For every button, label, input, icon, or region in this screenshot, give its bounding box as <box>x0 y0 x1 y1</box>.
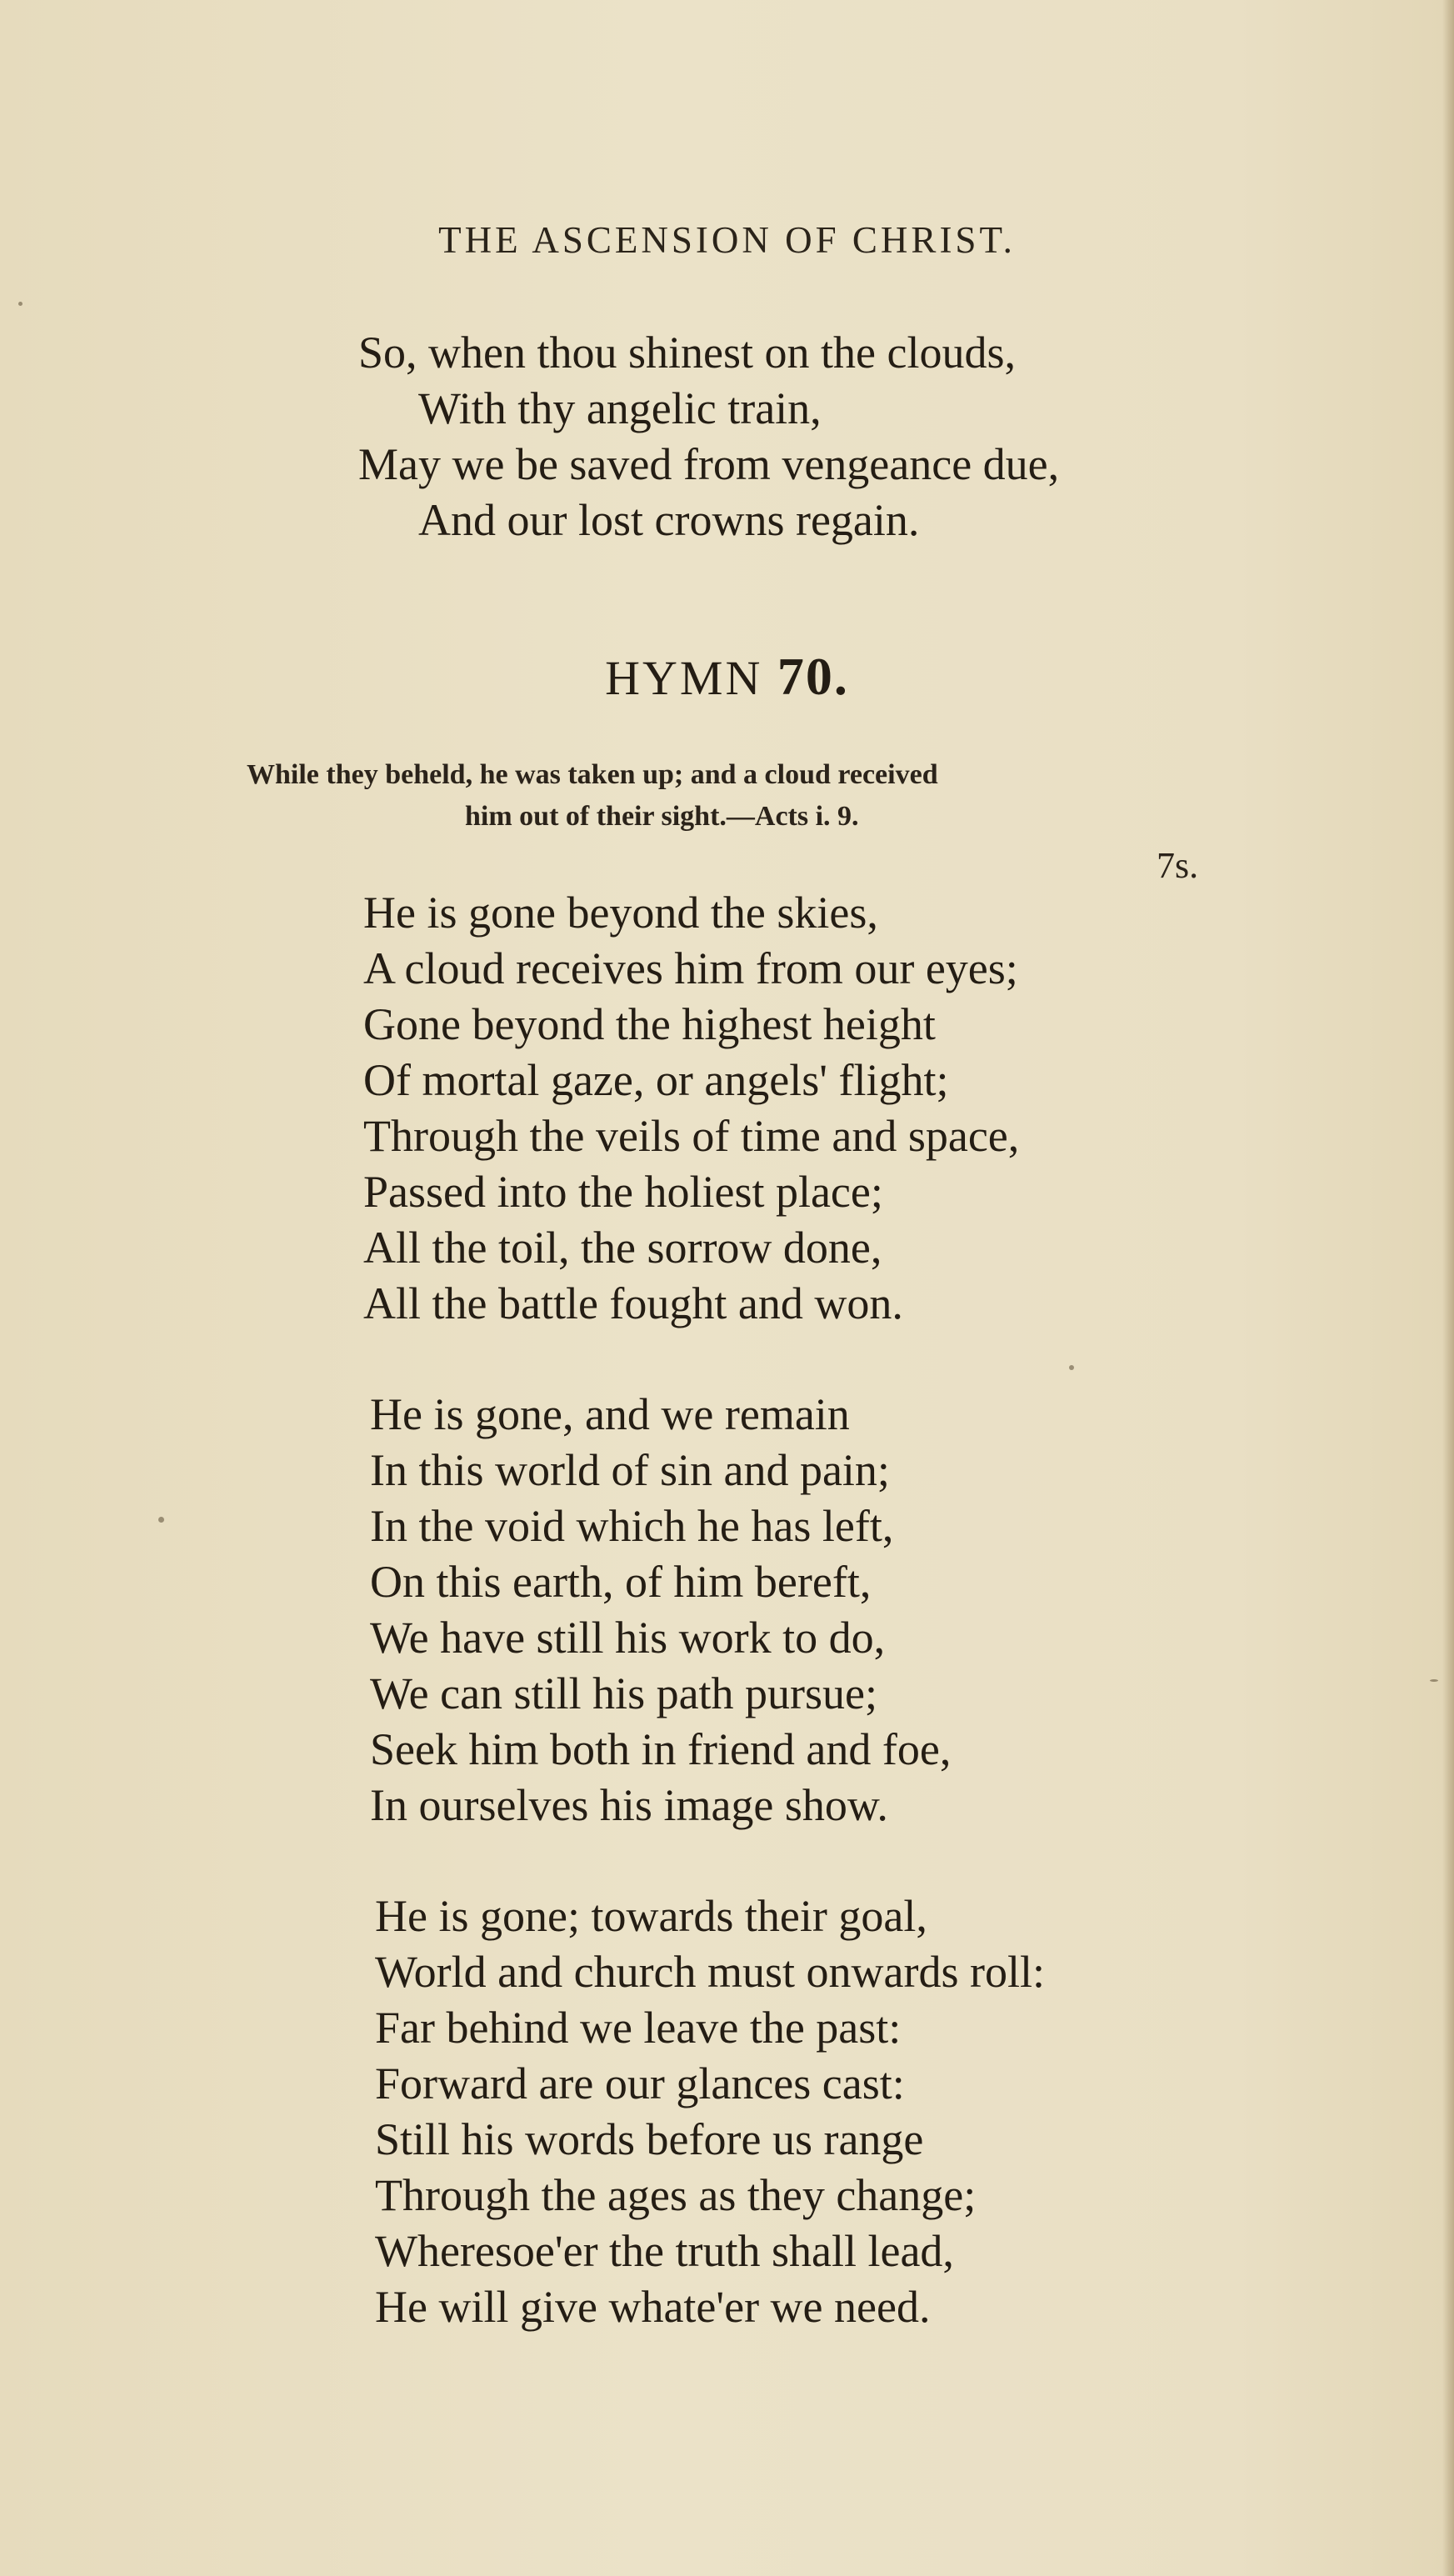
verse-line: Still his words before us range <box>375 2114 924 2164</box>
verse-line: Through the veils of time and space, <box>363 1111 1020 1161</box>
verse-line: In ourselves his image show. <box>370 1780 888 1830</box>
hymn-title <box>0 646 1454 708</box>
verse-line: May we be saved from vengeance due, <box>358 439 1060 489</box>
verse-line: So, when thou shinest on the clouds, <box>358 328 1016 378</box>
verse-line: Of mortal gaze, or angels' flight; <box>363 1055 949 1105</box>
verse-line: Passed into the holiest place; <box>363 1167 883 1217</box>
verse-line: Gone beyond the highest height <box>363 999 936 1049</box>
verse-line: With thy angelic train, <box>418 383 822 433</box>
epigraph-line: While they beheld, he was taken up; and a cloud received <box>247 759 938 790</box>
verse-line: We can still his path pursue; <box>370 1668 878 1718</box>
verse-line: And our lost crowns regain. <box>418 495 920 545</box>
running-head: THE ASCENSION OF CHRIST. <box>438 219 1016 261</box>
verse-line: He is gone, and we remain <box>370 1389 850 1439</box>
hymn-stanza-3 <box>375 1888 1045 2335</box>
scripture-epigraph <box>247 754 1272 838</box>
verse-line: He is gone; towards their goal, <box>375 1891 927 1941</box>
verse-line: We have still his work to do, <box>370 1613 886 1663</box>
verse-line: Through the ages as they change; <box>375 2170 977 2220</box>
prior-stanza <box>358 325 1059 548</box>
paper-speck <box>1069 1365 1074 1370</box>
page-edge-shadow <box>1442 0 1454 2576</box>
paper-speck <box>158 1517 164 1523</box>
hymn-meter: 7s. <box>1157 845 1199 886</box>
paper-speck <box>18 302 22 306</box>
verse-line: Forward are our glances cast: <box>375 2058 905 2108</box>
verse-line: On this earth, of him bereft, <box>370 1557 872 1607</box>
verse-line: World and church must onwards roll: <box>375 1947 1045 1997</box>
paper-speck <box>1430 1679 1438 1682</box>
hymn-stanza-1 <box>363 885 1019 1332</box>
verse-line: He is gone beyond the skies, <box>363 888 878 938</box>
verse-line: Seek him both in friend and foe, <box>370 1724 952 1774</box>
hymn-number: 70. <box>777 647 849 706</box>
verse-line: All the battle fought and won. <box>363 1278 903 1328</box>
hymn-title-prefix: HYMN <box>605 651 763 705</box>
verse-line: He will give whate'er we need. <box>375 2282 931 2332</box>
hymn-stanza-2 <box>370 1387 951 1833</box>
epigraph-line: him out of their sight.—Acts i. 9. <box>465 801 859 832</box>
verse-line: In the void which he has left, <box>370 1501 894 1551</box>
verse-line: All the toil, the sorrow done, <box>363 1223 882 1273</box>
verse-line: Wheresoe'er the truth shall lead, <box>375 2226 954 2276</box>
verse-line: A cloud receives him from our eyes; <box>363 943 1018 993</box>
verse-line: In this world of sin and pain; <box>370 1445 890 1495</box>
verse-line: Far behind we leave the past: <box>375 2003 902 2053</box>
